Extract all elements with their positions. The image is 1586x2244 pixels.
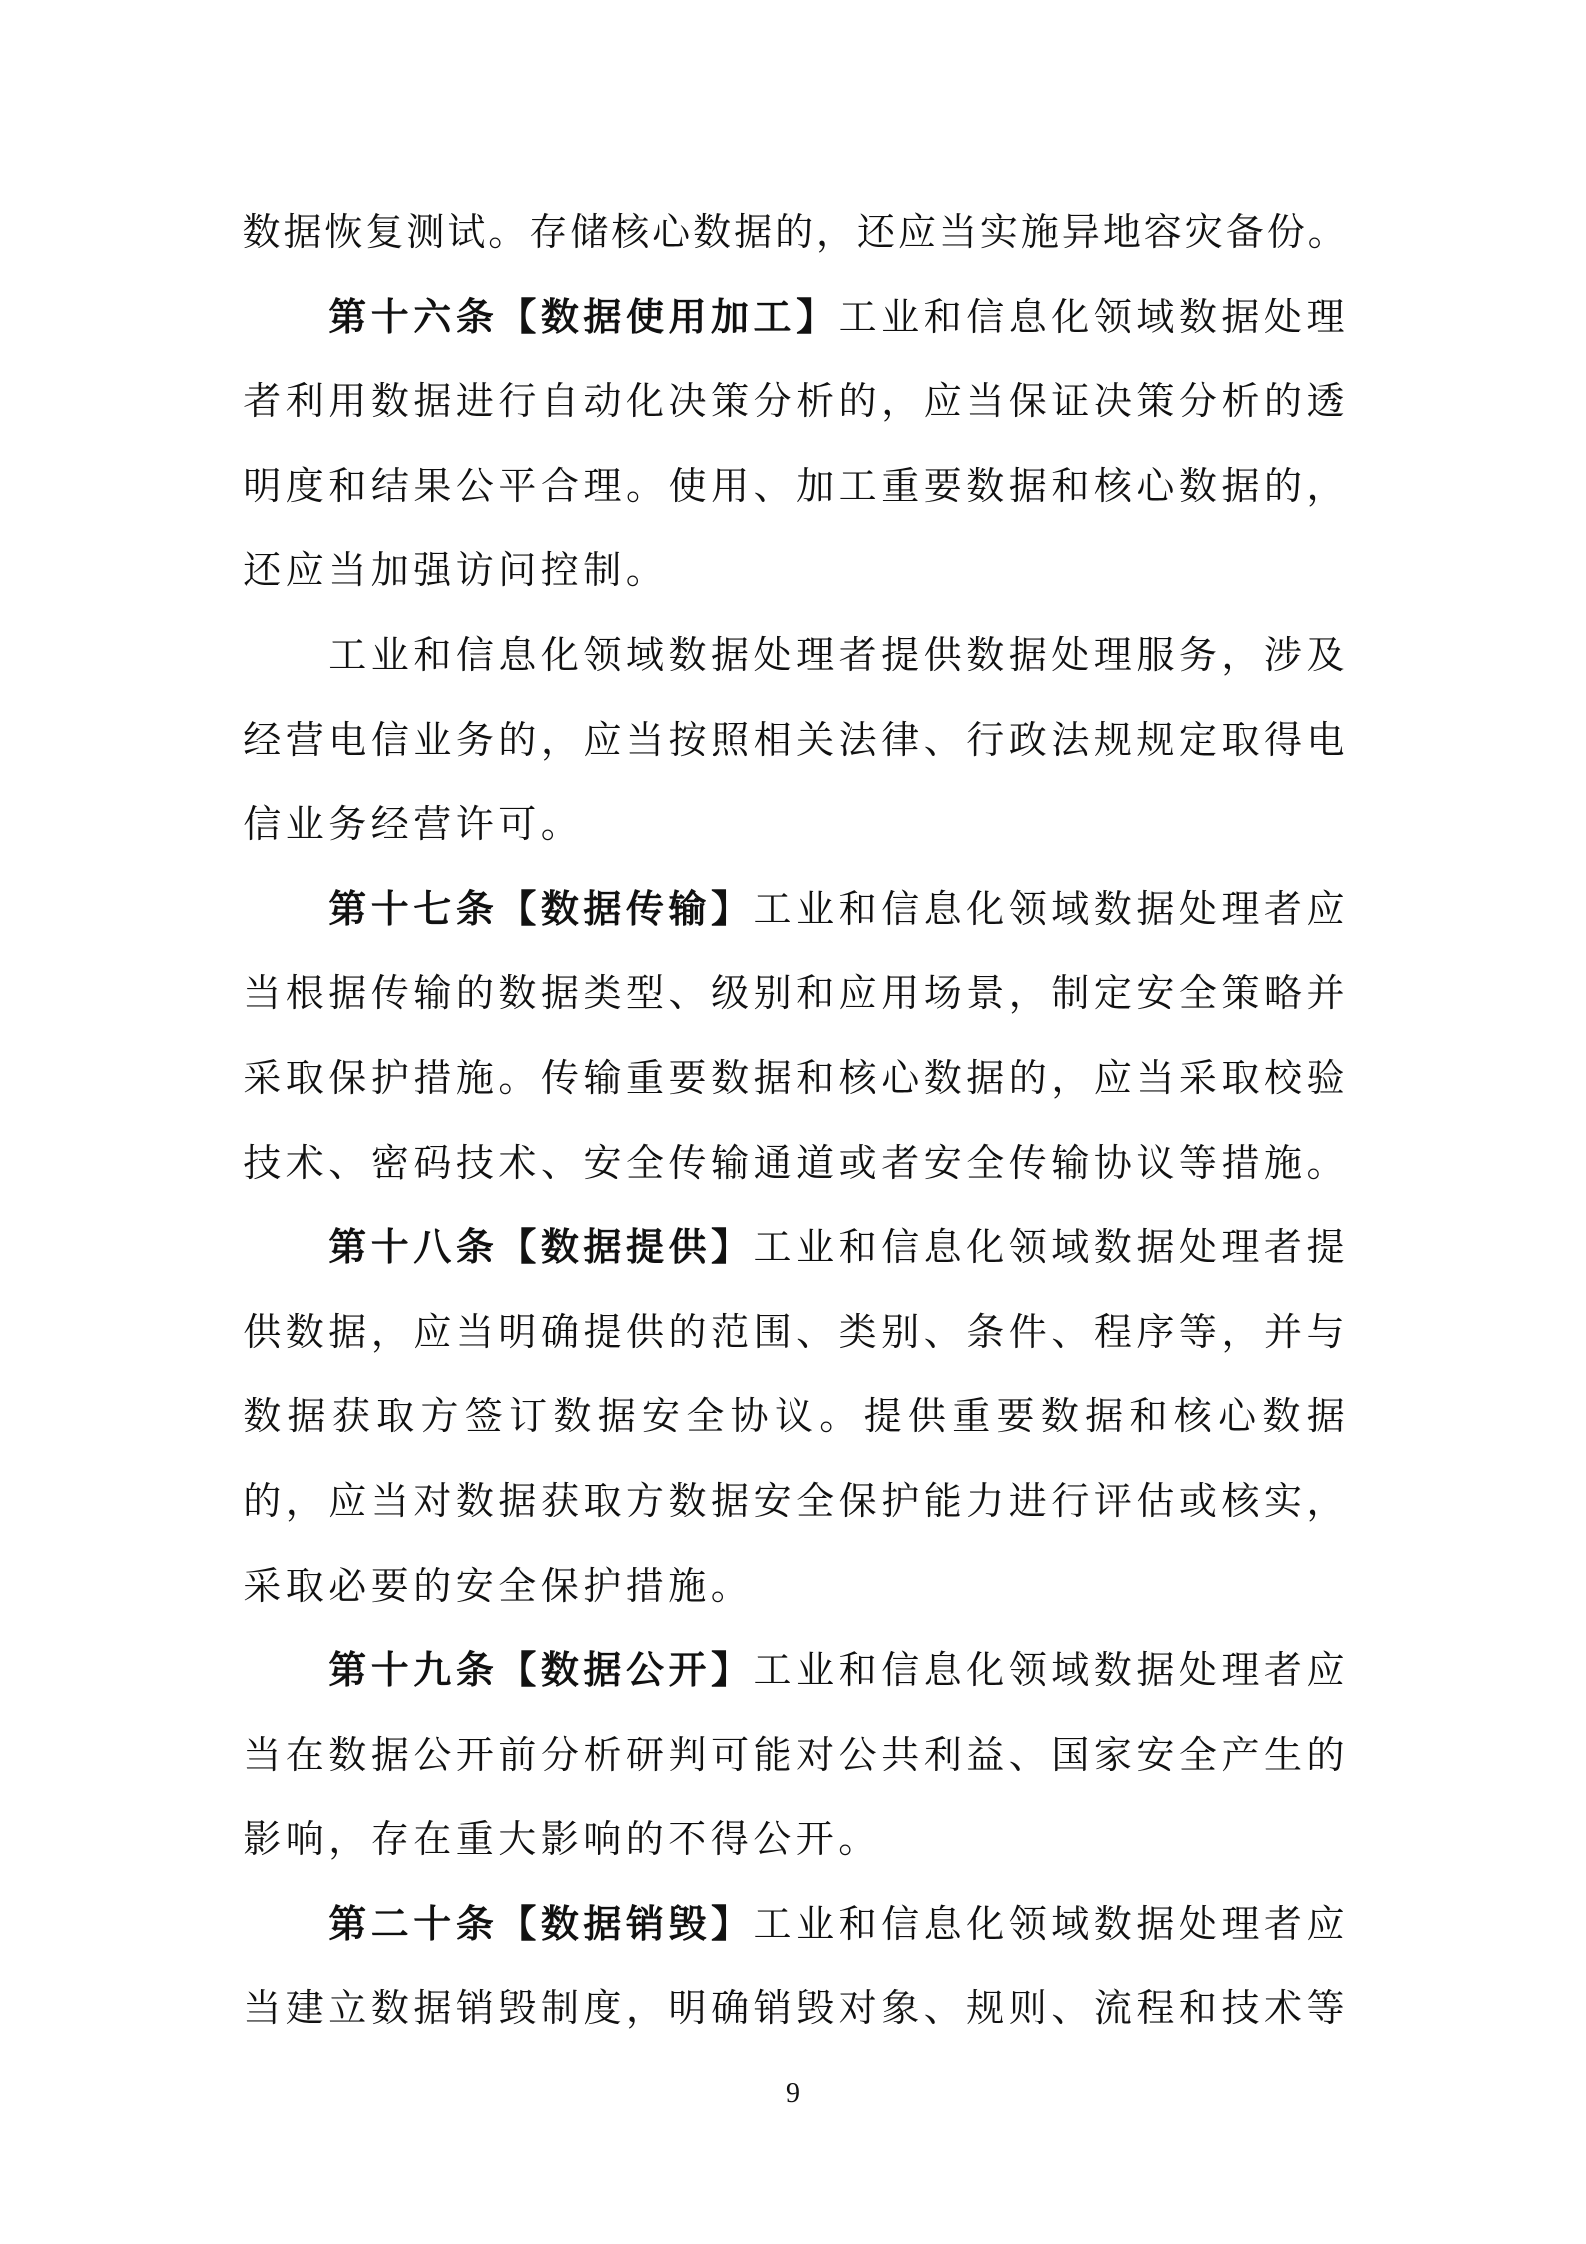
article-heading-char: 条 <box>455 294 494 339</box>
text-line: 采 取 必 要 的 安 全 保 护 措 施 。 <box>243 1563 749 1608</box>
article-heading-char: 使 <box>625 294 664 339</box>
article-heading-char: 加 <box>711 294 750 339</box>
article-heading-char: 】 <box>711 1648 750 1693</box>
text-line: 当 在 数 据 公 开 前 分 析 研 判 可 能 对 公 共 利 益 、 国 家 安 全 产 生 的 <box>243 1732 1345 1777</box>
article-heading-char: 二 <box>370 1901 409 1946</box>
text-line: 经 营 电 信 业 务 的 ， 应 当 按 照 相 关 法 律 、 行 政 法 规 规 定 取 得 电 <box>243 717 1345 762</box>
article-heading-char: 据 <box>583 1225 622 1270</box>
article-heading-char: 据 <box>583 1648 622 1693</box>
text-line: 的 ， 应 当 对 数 据 获 取 方 数 据 安 全 保 护 能 力 进 行 评 估 或 核 实 ， <box>243 1478 1345 1523</box>
article-heading-char: 数 <box>540 1648 579 1693</box>
article-heading-char: 据 <box>583 886 622 931</box>
article-heading-char: 第 <box>328 1648 367 1693</box>
text-line: 第 十 八 条 【 数 据 提 供 】 工 业 和 信 息 化 领 域 数 据 处 理 者 提 <box>241 1205 1347 1290</box>
page-number: 9 <box>786 2078 800 2109</box>
article-heading-char: 供 <box>668 1225 707 1270</box>
article-heading-char: 十 <box>370 886 409 931</box>
text-line: 技 术 、 密 码 技 术 、 安 全 传 输 通 道 或 者 安 全 传 输 协 议 等 措 施 。 <box>243 1140 1345 1185</box>
article-heading-char: 八 <box>413 1225 452 1270</box>
article-heading-char: 第 <box>328 294 367 339</box>
article-heading-char: 提 <box>625 1225 664 1270</box>
article-heading-char: 数 <box>540 294 579 339</box>
text-line: 还 应 当 加 强 访 问 控 制 。 <box>243 548 664 593</box>
text-line: 当 根 据 传 输 的 数 据 类 型 、 级 别 和 应 用 场 景 ， 制 定 安 全 策 略 并 <box>243 971 1345 1016</box>
article-heading-char: 输 <box>668 886 707 931</box>
paragraph-article-20 <box>241 1882 1347 2051</box>
document-body <box>241 190 1347 2051</box>
article-heading-char: 十 <box>370 1225 409 1270</box>
article-heading-char: 数 <box>540 886 579 931</box>
paragraph-article-16 <box>241 275 1347 613</box>
article-heading-char: 【 <box>498 886 537 931</box>
text-line: 数 据 恢 复 测 试 。 存 储 核 心 数 据 的 ， 还 应 当 实 施 异 地 容 灾 备 份 。 <box>242 210 1346 254</box>
article-heading-char: 十 <box>370 294 409 339</box>
article-heading-char: 工 <box>753 294 792 339</box>
article-heading-char: 销 <box>625 1901 664 1946</box>
article-heading-char: 第 <box>328 1901 367 1946</box>
article-heading-char: 】 <box>711 886 750 931</box>
article-heading-char: 六 <box>413 294 452 339</box>
paragraph-p15-tail <box>241 190 1347 275</box>
article-heading-char: 开 <box>668 1648 707 1693</box>
text-line: 数 据 获 取 方 签 订 数 据 安 全 协 议 。 提 供 重 要 数 据 和 核 心 数 据 <box>243 1394 1345 1439</box>
article-heading-char: 】 <box>711 1225 750 1270</box>
article-heading-char: 数 <box>540 1901 579 1946</box>
paragraph-article-17 <box>241 867 1347 1205</box>
text-line: 明 度 和 结 果 公 平 合 理 。 使 用 、 加 工 重 要 数 据 和 核 心 数 据 的 ， <box>243 463 1345 508</box>
article-heading-char: 条 <box>455 1648 494 1693</box>
text-line: 者 利 用 数 据 进 行 自 动 化 决 策 分 析 的 ， 应 当 保 证 决 策 分 析 的 透 <box>243 379 1345 424</box>
text-line: 供 数 据 ， 应 当 明 确 提 供 的 范 围 、 类 别 、 条 件 、 程 序 等 ， 并 与 <box>243 1309 1345 1354</box>
article-heading-char: 条 <box>455 1225 494 1270</box>
article-heading-char: 【 <box>498 1901 537 1946</box>
article-heading-char: 公 <box>625 1648 664 1693</box>
text-line: 当 建 立 数 据 销 毁 制 度 ， 明 确 销 毁 对 象 、 规 则 、 流 程 和 技 术 等 <box>243 1986 1345 2031</box>
text-line: 工 业 和 信 息 化 领 域 数 据 处 理 者 提 供 数 据 处 理 服 务 ， 涉 及 <box>328 632 1345 677</box>
article-heading-char: 十 <box>370 1648 409 1693</box>
article-heading-char: 条 <box>455 886 494 931</box>
text-line: 采 取 保 护 措 施 。 传 输 重 要 数 据 和 核 心 数 据 的 ， 应 当 采 取 校 验 <box>243 1055 1345 1100</box>
article-heading-char: 用 <box>668 294 707 339</box>
paragraph-article-16-p2 <box>241 613 1347 867</box>
article-heading-char: 数 <box>540 1225 579 1270</box>
article-heading-char: 毁 <box>668 1901 707 1946</box>
article-heading-char: 传 <box>625 886 664 931</box>
article-heading-char: 】 <box>711 1901 750 1946</box>
text-line: 第 二 十 条 【 数 据 销 毁 】 工 业 和 信 息 化 领 域 数 据 处 理 者 应 <box>241 1882 1347 1967</box>
article-heading-char: 第 <box>328 886 367 931</box>
article-heading-char: 据 <box>583 1901 622 1946</box>
article-heading-char: 十 <box>413 1901 452 1946</box>
article-heading-char: 九 <box>413 1648 452 1693</box>
article-heading-char: 七 <box>413 886 452 931</box>
article-heading-char: 】 <box>796 294 835 339</box>
article-heading-char: 【 <box>498 294 537 339</box>
text-line: 第 十 六 条 【 数 据 使 用 加 工 】 工 业 和 信 息 化 领 域 数 据 处 理 <box>241 275 1347 360</box>
article-heading-char: 第 <box>328 1225 367 1270</box>
text-line: 第 十 九 条 【 数 据 公 开 】 工 业 和 信 息 化 领 域 数 据 处 理 者 应 <box>241 1628 1347 1713</box>
paragraph-article-19 <box>241 1628 1347 1882</box>
article-heading-char: 【 <box>498 1225 537 1270</box>
article-heading-char: 条 <box>455 1901 494 1946</box>
text-line: 第 十 七 条 【 数 据 传 输 】 工 业 和 信 息 化 领 域 数 据 处 理 者 应 <box>241 867 1347 952</box>
text-line: 信 业 务 经 营 许 可 。 <box>243 802 579 847</box>
paragraph-article-18 <box>241 1205 1347 1628</box>
text-line: 影 响 ， 存 在 重 大 影 响 的 不 得 公 开 。 <box>243 1817 877 1862</box>
article-heading-char: 【 <box>498 1648 537 1693</box>
article-heading-char: 据 <box>583 294 622 339</box>
